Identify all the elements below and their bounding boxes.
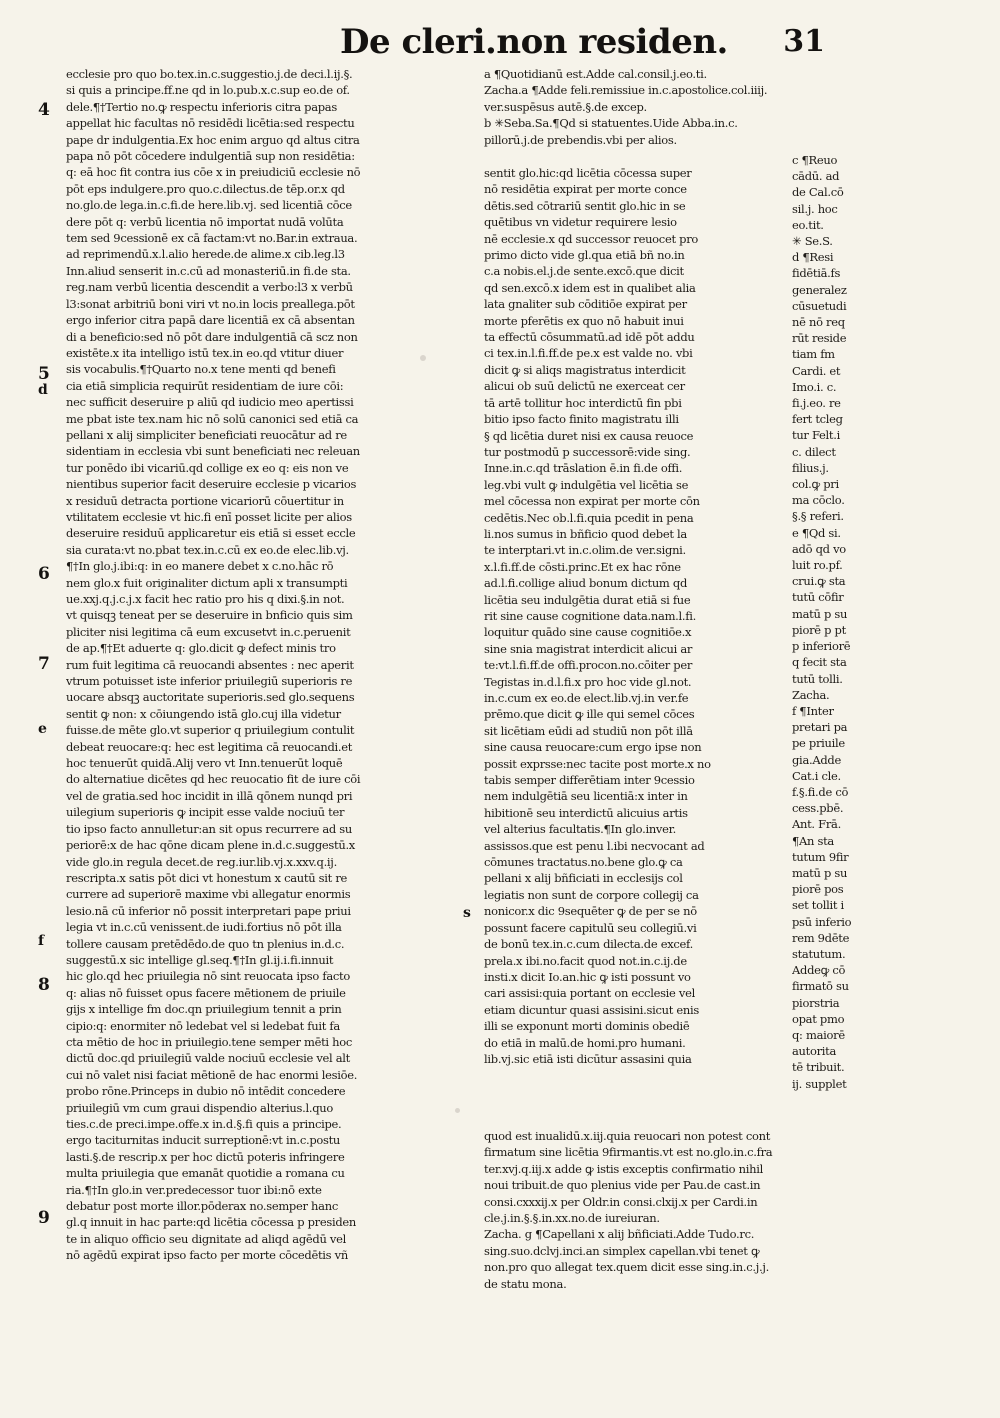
text-line: si quis a principe.ff.ne qd in lo.pub.x.c.sup eo.de of. (66, 83, 350, 98)
text-line: de ap.¶†Et aduerte q: glo.dicit ꝙ defect minis tro (66, 641, 336, 656)
gloss-line: cūsuetudi (792, 298, 847, 313)
note-line: consi.cxxxij.x per Oldr.in consi.clxij.x per Cardi.in (484, 1194, 758, 1209)
margin-number: 6 (38, 564, 50, 584)
gloss-line: Addeꝙ cō (792, 963, 846, 978)
text-line: x residuū detracta portione vicariorū cōuertitur in (66, 493, 344, 508)
text-line: ecclesie pro quo bo.tex.in.c.suggestio.j.de deci.l.ij.§. (66, 67, 353, 81)
margin-number: 5 (38, 364, 50, 384)
gloss-line: tutū tolli. (792, 671, 843, 686)
text-line: cedētis.Nec ob.l.fi.quia pcedit in pena (484, 510, 694, 525)
text-line: multa priuilegia que emanāt quotidie a romana cu (66, 1166, 345, 1181)
text-line: morte pferētis ex quo nō habuit inui (484, 313, 684, 328)
text-line: pellani x alij simpliciter beneficiati reuocātur ad re (66, 427, 347, 442)
gloss-line: f.§.fi.de cō (792, 784, 849, 799)
running-title: De cleri.non residen. (340, 22, 728, 62)
gloss-line: psū inferio (792, 914, 852, 929)
text-line: pliciter nisi legitima cā eum excusetvt in.c.peruenit (66, 624, 351, 639)
text-line: pōt eps indulgere.pro quo.c.dilectus.de tēp.or.x qd (66, 181, 345, 196)
text-line: ergo taciturnitas inducit surreptionē:vt in.c.postu (66, 1133, 341, 1148)
text-line: deseruire residuū applicaretur eis etiā si esset eccle (66, 526, 356, 541)
margin-letter: s (463, 905, 471, 921)
text-line: legiatis non sunt de corpore collegij ca (484, 887, 699, 902)
gloss-line: sil.j. hoc (792, 201, 838, 216)
gloss-line: c. dilect (792, 444, 836, 459)
gloss-line: fi.j.eo. re (792, 396, 841, 411)
gloss-line: tē tribuit. (792, 1060, 845, 1075)
gloss-line: §.§ referi. (792, 509, 844, 524)
gloss-line: set tollit i (792, 898, 844, 913)
text-line: fuisse.de mēte glo.vt superior q priuilegium contulit (66, 723, 355, 738)
text-line: no.glo.de lega.in.c.fi.de here.lib.vj. sed licentiā cōce (66, 198, 352, 213)
text-line: tio ipso facto annulletur:an sit opus recurrere ad su (66, 821, 353, 836)
gloss-line: fidētiā.fs (792, 266, 841, 281)
text-line: vide glo.in regula decet.de reg.iur.lib.vj.x.xxv.q.ij. (66, 854, 337, 869)
text-line: primo dicto vide gl.qua etiā bñ no.in (484, 248, 685, 263)
note-line: a ¶Quotidianū est.Adde cal.consil.j.eo.ti. (484, 67, 707, 81)
text-line: existēte.x ita intelligo istū tex.in eo.qd vtitur diuer (66, 345, 344, 360)
text-line: appellat hic facultas nō residēdi licētia:sed respectu (66, 116, 355, 131)
text-line: sentit ꝙ non: x cōiungendo istā glo.cuj illa videtur (66, 706, 341, 721)
gloss-line: pretari pa (792, 720, 848, 735)
right-top-notes (484, 66, 904, 148)
gloss-line: autorita (792, 1044, 837, 1059)
text-line: loquitur quādo sine cause cognitiōe.x (484, 625, 692, 640)
note-line: sing.suo.dclvj.inci.an simplex capellan.vbi tenet ꝙ (484, 1243, 760, 1258)
gloss-line: nē nō req (792, 315, 845, 330)
text-line: prēmo.que dicit ꝙ ille qui semel cōces (484, 707, 695, 722)
marginal-gloss-column (792, 152, 900, 1092)
gloss-line: rem 9dēte (792, 930, 850, 945)
text-line: cia etiā simplicia requirūt residentiam de iure cōi: (66, 378, 344, 393)
text-line: sidentiam in ecclesia vbi sunt beneficiati nec releuan (66, 444, 360, 459)
text-line: vel alterius facultatis.¶In glo.inver. (484, 822, 676, 837)
gloss-line: ij. supplet (792, 1076, 847, 1091)
gloss-line: tutū cōfir (792, 590, 844, 605)
gloss-line: opat pmo (792, 1011, 845, 1026)
note-line: noui tribuit.de quo plenius vide per Pau.de cast.in (484, 1178, 761, 1193)
note-line: firmatum sine licētia 9firmantis.vt est no.glo.in.c.fra (484, 1145, 773, 1160)
gloss-line: generalez (792, 282, 847, 297)
margin-letter: f (38, 933, 45, 949)
text-line: legia vt in.c.cū venissent.de iudi.fortius nō pōt illa (66, 920, 342, 935)
text-line: priuilegiū vm cum graui dispendio alterius.l.quo (66, 1100, 333, 1115)
left-text-column (66, 66, 462, 1264)
text-line: li.nos sumus in bñficio quod debet la (484, 526, 687, 541)
text-line: nē ecclesie.x qd successor reuocet pro (484, 231, 699, 246)
text-line: debeat reuocare:q: hec est legitima cā reuocandi.et (66, 739, 353, 754)
text-line: tem sed 9cessionē ex cā factam:vt no.Bar.in extraua. (66, 231, 358, 246)
note-line: pillorū.j.de prebendis.vbi per alios. (484, 132, 677, 147)
gloss-line: tur Felt.i (792, 428, 840, 443)
text-line: uilegium superioris ꝙ incipit esse valde nociuū ter (66, 805, 345, 820)
page-header (0, 18, 1000, 68)
text-line: te:vt.l.fi.ff.de offi.procon.no.cōiter per (484, 658, 693, 673)
text-line: ergo inferior citra papā dare licentiā ex cā absentan (66, 313, 355, 328)
gloss-line: Ant. Frā. (792, 817, 841, 832)
text-line: vt quisqꝫ teneat per se deseruire in bnficio quis sim (66, 608, 353, 623)
text-line: uocare absqꝫ auctoritate superioris.sed glo.sequens (66, 690, 355, 705)
gloss-line: fert tcleg (792, 412, 843, 427)
text-line: alicui ob suū delictū ne exerceat cer (484, 379, 685, 394)
gloss-line: ✳ Se.S. (792, 234, 833, 249)
text-line: ¶†In glo.j.ibi:q: in eo manere debet x c.no.hāc rō (66, 559, 334, 574)
gloss-line: matū p su (792, 865, 848, 880)
text-line: ta effectū cōsummatū.ad idē pōt addu (484, 330, 695, 345)
text-line: cari assisi:quia portant on ecclesie vel (484, 986, 695, 1001)
text-line: lata gnaliter sub cōditiōe expirat per (484, 297, 687, 312)
text-line: vtilitatem ecclesie vt hic.fi enī posset licite per alios (66, 509, 352, 524)
text-line: debatur post morte illor.pōderax no.semper hanc (66, 1199, 338, 1214)
text-line: te in aliquo officio seu dignitate ad aliqd agēdū vel (66, 1231, 347, 1246)
text-line: qd sen.excō.x idem est in qualibet alia (484, 280, 696, 295)
text-line: leg.vbi vult ꝙ indulgētia vel licētia se (484, 477, 689, 492)
text-line: gl.q innuit in hac parte:qd licētia cōcessa p presiden (66, 1215, 357, 1230)
text-line: periorē:x de hac qōne dicam plene in.d.c.suggestū.x (66, 838, 355, 853)
text-line: hic glo.qd hec priuilegia nō sint reuocata ipso facto (66, 969, 350, 984)
text-line: possunt facere capitulū seu collegiū.vi (484, 920, 697, 935)
gloss-line: q: maiorē (792, 1027, 845, 1042)
text-line: etiam dicuntur quasi assisini.sicut enis (484, 1002, 700, 1017)
text-line: ad.l.fi.collige aliud bonum dictum qd (484, 576, 688, 591)
gloss-line: col.ꝙ pri (792, 477, 839, 492)
gloss-line: de Cal.cō (792, 185, 844, 200)
gloss-line: piorē pos (792, 882, 844, 897)
text-line: lasti.§.de rescrip.x per hoc dictū poteris infringere (66, 1149, 345, 1164)
text-line: suggestū.x sic intellige gl.seq.¶†In gl.ij.i.fi.innuit (66, 952, 334, 967)
gloss-line: cādū. ad (792, 169, 840, 184)
gloss-line: cess.pbē. (792, 801, 844, 816)
text-line: de bonū tex.in.c.cum dilecta.de excef. (484, 937, 693, 952)
gloss-line: d ¶Resi (792, 250, 834, 265)
gloss-line: pe priuile (792, 736, 845, 751)
text-line: Inne.in.c.qd trāslation ē.in fi.de offi. (484, 461, 683, 476)
text-line: possit exprsse:nec tacite post morte.x no (484, 756, 711, 771)
text-line: cui nō valet nisi faciat mētionē de hac enormi lesiōe. (66, 1067, 358, 1082)
gloss-line: c ¶Reuo (792, 153, 838, 167)
text-line: nec sufficit deseruire p aliū qd iudicio meo apertissi (66, 395, 354, 410)
text-line: rum fuit legitima cā reuocandi absentes : nec aperit (66, 657, 354, 672)
text-line: § qd licētia duret nisi ex causa reuoce (484, 428, 694, 443)
right-main-column (484, 165, 784, 1067)
text-line: l3:sonat arbitriū boni viri vt no.in locis preallega.pōt (66, 296, 355, 311)
margin-letter: e (38, 721, 47, 737)
gloss-line: f ¶Inter (792, 703, 834, 718)
gloss-line: piorstria (792, 995, 840, 1010)
text-line: probo rōne.Princeps in dubio nō intēdit concedere (66, 1084, 346, 1099)
gloss-line: Imo.i. c. (792, 379, 837, 394)
text-line: di a beneficio:sed nō pōt dare indulgentiā cā scz non (66, 329, 358, 344)
margin-number: 7 (38, 654, 50, 674)
note-line: quod est inualidū.x.iij.quia reuocari non potest cont (484, 1129, 771, 1143)
text-line: x.l.fi.ff.de cōsti.princ.Et ex hac rōne (484, 559, 681, 574)
text-line: c.a nobis.el.j.de sente.excō.que dicit (484, 264, 684, 279)
text-line: sentit glo.hic:qd licētia cōcessa super (484, 166, 692, 180)
text-line: dere pōt q: verbū licentia nō importat nudā volūta (66, 214, 344, 229)
text-line: licētia seu indulgētia durat etiā si fue (484, 592, 691, 607)
text-line: do etiā in malū.de homi.pro humani. (484, 1035, 686, 1050)
text-line: nientibus superior facit deseruire ecclesie p vicarios (66, 477, 357, 492)
text-line: currere ad superiorē maxime vbi allegatur enormis (66, 887, 351, 902)
text-line: bitio ipso facto finito magistratu illi (484, 412, 679, 427)
text-line: illi se exponunt morti dominis obediē (484, 1019, 690, 1034)
text-line: cōmunes tractatus.no.bene glo.ꝙ ca (484, 855, 683, 870)
gloss-line: luit ro.pf. (792, 558, 843, 573)
gloss-line: crui.ꝙ sta (792, 574, 846, 589)
margin-number: 4 (38, 100, 50, 120)
text-line: gijs x intellige fm doc.qn priuilegium tennit a prin (66, 1002, 342, 1017)
text-line: ue.xxj.q.j.c.j.x facit hec ratio pro his q dixi.§.in not. (66, 592, 345, 606)
gloss-line: statutum. (792, 946, 846, 961)
text-line: tabis semper differētiam inter 9cessio (484, 773, 695, 788)
gloss-line: Zacha. (792, 687, 830, 702)
gloss-line: e ¶Qd si. (792, 525, 841, 540)
text-line: cta mētio de hoc in priuilegio.tene semper mēti hoc (66, 1034, 353, 1049)
gloss-line: Cat.i cle. (792, 768, 841, 783)
gloss-line: p inferiorē (792, 639, 851, 654)
note-line: de statu mona. (484, 1276, 567, 1291)
text-line: dētis.sed cōtrariū sentit glo.hic in se (484, 198, 686, 213)
ink-spot (455, 1108, 460, 1113)
note-line: b ✳Seba.Sa.¶Qd si statuentes.Uide Abba.in.c. (484, 116, 738, 131)
gloss-line: gia.Adde (792, 752, 841, 767)
text-line: ci tex.in.l.fi.ff.de pe.x est valde no. vbi (484, 346, 693, 361)
margin-letter: d (38, 382, 48, 398)
text-line: nem indulgētiā seu licentiā:x inter in (484, 789, 688, 804)
margin-number: 8 (38, 975, 50, 995)
text-line: reg.nam verbū licentia descendit a verbo:l3 x verbū (66, 280, 353, 295)
text-line: nem glo.x fuit originaliter dictum apli x transumpti (66, 575, 348, 590)
folio-number: 31 (783, 24, 825, 59)
gloss-line: ¶An sta (792, 833, 834, 848)
text-line: me pbat iste tex.nam hic nō solū canonici sed etiā ca (66, 411, 359, 426)
gloss-line: q fecit sta (792, 655, 847, 670)
text-line: q: alias nō fuisset opus facere mētionem de priuile (66, 985, 346, 1000)
note-line: Zacha.a ¶Adde feli.remissiue in.c.apostolice.col.iiij. (484, 83, 768, 98)
gloss-line: filius.j. (792, 460, 829, 475)
text-line: sine causa reuocare:cum ergo ipse non (484, 740, 702, 755)
text-line: in.c.cum ex eo.de elect.lib.vj.in ver.fe (484, 691, 689, 705)
right-bottom-notes (484, 1128, 904, 1292)
gloss-line: firmatō su (792, 979, 849, 994)
gloss-line: ma cōclo. (792, 493, 845, 508)
text-line: dele.¶†Tertio no.ꝙ respectu inferioris citra papas (66, 99, 337, 114)
ink-spot (420, 355, 426, 361)
gloss-line: matū p su (792, 606, 848, 621)
text-line: ties.c.de preci.impe.offe.x in.d.§.fi quis a principe. (66, 1117, 342, 1131)
gloss-line: piorē p pt (792, 622, 846, 637)
text-line: Inn.aliud senserit in.c.cū ad monasteriū.in fi.de sta. (66, 263, 351, 278)
text-line: sis vocabulis.¶†Quarto no.x tene menti qd benefi (66, 362, 336, 377)
text-line: ria.¶†In glo.in ver.predecessor tuor ibi:nō exte (66, 1182, 322, 1197)
text-line: vtrum potuisset iste inferior priuilegiū superioris re (66, 674, 353, 689)
text-line: tur ponēdo ibi vicariū.qd collige ex eo q: eis non ve (66, 460, 349, 475)
note-line: ter.xvj.q.iij.x adde ꝙ istis exceptis confirmatio nihil (484, 1161, 763, 1176)
gloss-line: eo.tit. (792, 217, 824, 232)
text-line: pellani x alij bñficiati in ecclesijs col (484, 871, 683, 886)
text-line: q: eā hoc fit contra ius cōe x in preiudiciū ecclesie nō (66, 165, 361, 180)
margin-number: 9 (38, 1208, 50, 1228)
text-line: sine snia magistrat interdicit alicui ar (484, 641, 693, 656)
text-line: prela.x ibi.no.facit quod not.in.c.ij.de (484, 953, 687, 968)
gloss-line: tiam fm (792, 347, 835, 362)
text-line: rit sine cause cognitione data.nam.l.fi. (484, 608, 696, 623)
text-line: lesio.nā cū inferior nō possit interpretari pape priui (66, 903, 351, 918)
text-line: insti.x dicit Io.an.hic ꝙ isti possunt vo (484, 969, 691, 984)
text-line: mel cōcessa non expirat per morte cōn (484, 494, 700, 509)
text-line: papa nō pōt cōcedere indulgentiā sup non residētia: (66, 149, 355, 164)
text-line: dictū doc.qd priuilegiū valde nociuū ecclesie vel alt (66, 1051, 351, 1066)
gloss-line: tutum 9fir (792, 849, 849, 864)
text-line: Tegistas in.d.l.fi.x pro hoc vide gl.not. (484, 674, 692, 689)
text-line: nonicor.x dic 9sequēter ꝙ de per se nō (484, 904, 697, 919)
text-line: dicit ꝙ si aliqs magistratus interdicit (484, 362, 686, 377)
text-line: nō agēdū expirat ipso facto per morte cōcedētis vñ (66, 1248, 348, 1263)
text-line: hibitionē seu interdictū alicuius artis (484, 805, 688, 820)
text-line: tur postmodū p successorē:vide sing. (484, 444, 691, 459)
gloss-line: rūt reside (792, 331, 847, 346)
text-line: nō residētia expirat per morte conce (484, 182, 687, 197)
text-line: do alternatiue dicētes qd hec reuocatio fit de iure cōi (66, 772, 361, 787)
note-line: Zacha. g ¶Capellani x alij bñficiati.Adde Tudo.rc. (484, 1227, 755, 1242)
gloss-line: Cardi. et (792, 363, 841, 378)
text-line: sit licētiam eūdi ad studiū non pōt illā (484, 723, 693, 738)
text-line: assissos.que est penu l.ibi necvocant ad (484, 838, 705, 853)
gloss-line: adō qd vo (792, 541, 846, 556)
text-line: vel de gratia.sed hoc incidit in illā qōnem nunqd pri (66, 788, 353, 803)
text-line: hoc tenuerūt quidā.Alij vero vt Inn.tenuerūt loquē (66, 756, 343, 771)
text-line: pape dr indulgentia.Ex hoc enim arguo qd altus citra (66, 132, 360, 147)
note-line: non.pro quo allegat tex.quem dicit esse sing.in.c.j.j. (484, 1260, 769, 1275)
text-line: quētibus vn videtur requirere lesio (484, 215, 677, 230)
text-line: rescripta.x satis pōt dici vt honestum x cautū sit re (66, 870, 348, 885)
text-line: lib.vj.sic etiā isti dicūtur assasini quia (484, 1051, 692, 1066)
text-line: tā artē tollitur hoc interdictū fin pbi (484, 395, 682, 410)
text-line: tollere causam pretēdēdo.de quo tn plenius in.d.c. (66, 936, 345, 951)
text-line: sia curata:vt no.pbat tex.in.c.cū ex eo.de elec.lib.vj. (66, 542, 349, 557)
note-line: cle.j.in.§.§.in.xx.no.de iureiuran. (484, 1211, 660, 1226)
note-line: ver.suspēsus autē.§.de excep. (484, 99, 647, 114)
text-line: ad reprimendū.x.l.alio herede.de alime.x cib.leg.l3 (66, 247, 345, 262)
text-line: cipio:q: enormiter nō ledebat vel si ledebat fuit fa (66, 1018, 340, 1033)
text-line: te interptari.vt in.c.olim.de ver.signi. (484, 543, 686, 558)
